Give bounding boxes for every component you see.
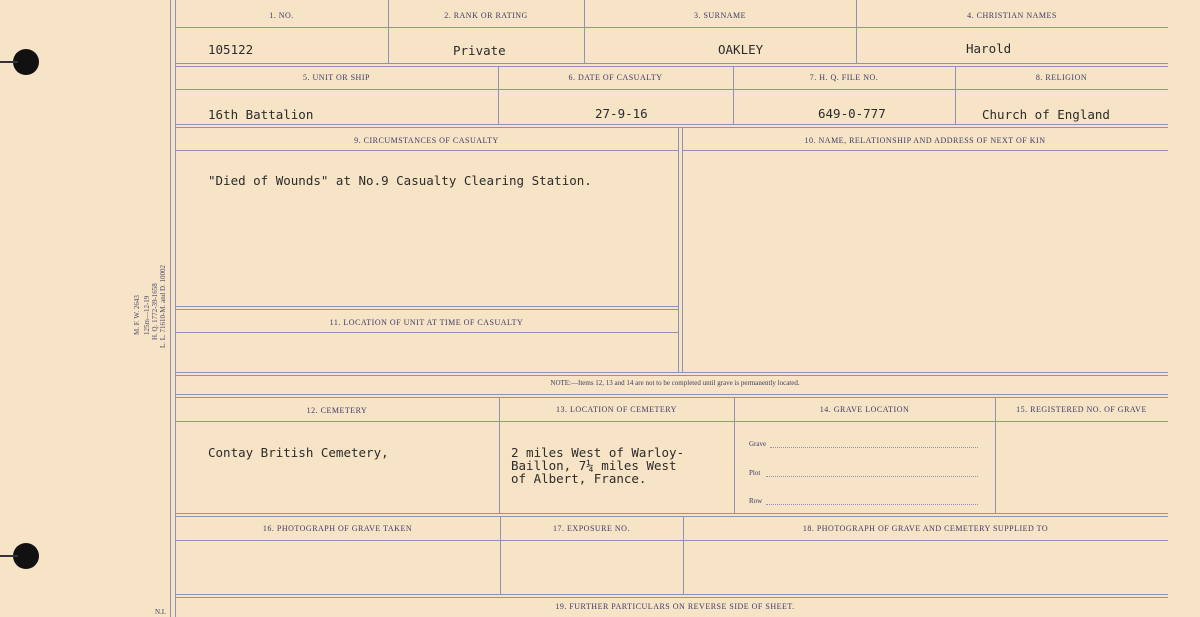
grave-field-dots <box>770 447 978 448</box>
row1-bottom-rule-2 <box>175 66 1168 67</box>
row4-div-3 <box>995 397 996 513</box>
value-christian-names: Harold <box>966 41 1012 56</box>
row1-div-3 <box>856 0 857 63</box>
label-registered-no: 15. REGISTERED NO. OF GRAVE <box>1016 405 1147 414</box>
label-next-of-kin: 10. NAME, RELATIONSHIP AND ADDRESS OF NEXT OF KIN <box>804 136 1046 145</box>
plot-field-label: Plot <box>749 469 761 477</box>
label-christian-names: 4. CHRISTIAN NAMES <box>967 11 1057 20</box>
value-unit: 16th Battalion <box>208 107 314 122</box>
label-rank: 2. RANK OR RATING <box>444 11 528 20</box>
row1-label-rule <box>175 27 1168 28</box>
value-date-casualty: 27-9-16 <box>595 106 648 121</box>
row3-bottom-rule <box>175 372 1168 373</box>
side-print-3: H. Q. 1772-39-1658 <box>151 283 159 340</box>
label-location-cemetery: 13. LOCATION OF CEMETERY <box>556 405 677 414</box>
row1-div-1 <box>388 0 389 63</box>
value-cemetery: Contay British Cemetery, <box>208 445 389 460</box>
value-location-line-3: of Albert, France. <box>511 471 647 486</box>
note-rule <box>175 394 1168 395</box>
circ-bottom-rule <box>175 306 678 307</box>
row2-bottom-rule-2 <box>175 127 1168 128</box>
value-hq-file: 649-0-777 <box>818 106 886 121</box>
footer-further-particulars: 19. FURTHER PARTICULARS ON REVERSE SIDE OF SHEET. <box>555 602 795 611</box>
row1-div-2 <box>584 0 585 63</box>
value-religion: Church of England <box>982 107 1110 122</box>
left-margin-rule <box>170 0 171 617</box>
row2-bottom-rule <box>175 124 1168 125</box>
value-circumstances: "Died of Wounds" at No.9 Casualty Clearing Station. <box>208 173 592 188</box>
label-hq-file: 7. H. Q. FILE NO. <box>809 73 879 82</box>
row-field-dots <box>766 504 978 505</box>
label-photo-supplied: 18. PHOTOGRAPH OF GRAVE AND CEMETERY SUPPLIED TO <box>802 524 1049 533</box>
label-circumstances: 9. CIRCUMSTANCES OF CASUALTY <box>354 136 499 145</box>
label-location-unit: 11. LOCATION OF UNIT AT TIME OF CASUALTY <box>329 318 524 327</box>
label-photo-taken: 16. PHOTOGRAPH OF GRAVE TAKEN <box>262 524 413 533</box>
label-grave-location: 14. GRAVE LOCATION <box>819 405 910 414</box>
loc-unit-label-rule <box>175 332 678 333</box>
side-print-2: 125m—12-19 <box>143 295 151 335</box>
label-unit: 5. UNIT OR SHIP <box>303 73 370 82</box>
row4-bottom-rule <box>175 513 1168 514</box>
label-exposure-no: 17. EXPOSURE NO. <box>553 524 630 533</box>
plot-field-dots <box>766 476 978 477</box>
value-surname: OAKLEY <box>718 42 764 57</box>
side-print-4: L. L. 71610-M. and D. 10002 <box>159 264 167 348</box>
hole-line-bottom <box>0 555 18 557</box>
circ-label-rule <box>175 150 678 151</box>
row3-div-1 <box>678 127 679 372</box>
value-location-line-2: Baillon, 7¼ miles West <box>511 458 677 473</box>
note-rule-2 <box>175 397 1168 398</box>
value-location-line-1: 2 miles West of Warloy- <box>511 445 685 460</box>
label-cemetery: 12. CEMETERY <box>306 406 368 415</box>
row4-div-1 <box>499 397 500 513</box>
label-surname: 3. SURNAME <box>693 11 747 20</box>
row1-bottom-rule <box>175 63 1168 64</box>
label-number: 1. NO. <box>269 11 294 20</box>
row2-label-rule <box>175 89 1168 90</box>
row4-bottom-rule-2 <box>175 516 1168 517</box>
row5-bottom-rule-2 <box>175 597 1168 598</box>
hole-line-top <box>0 61 18 63</box>
label-religion: 8. RELIGION <box>1035 73 1088 82</box>
row3-bottom-rule-2 <box>175 375 1168 376</box>
side-print-1: M. F. W. 2643 <box>133 295 141 335</box>
kin-label-rule <box>682 150 1168 151</box>
row3-div-1b <box>682 127 683 372</box>
note-text: NOTE:—Items 12, 13 and 14 are not to be completed until grave is permanently located. <box>550 379 800 387</box>
circ-bottom-rule-2 <box>175 309 678 310</box>
row4-label-rule <box>175 421 1168 422</box>
corner-mark: N.I. <box>155 608 166 616</box>
value-number: 105122 <box>208 42 254 57</box>
value-rank: Private <box>453 43 506 58</box>
row-field-label: Row <box>749 497 763 505</box>
row5-label-rule <box>175 540 1168 541</box>
grave-field-label: Grave <box>749 440 767 448</box>
label-date-casualty: 6. DATE OF CASUALTY <box>568 73 663 82</box>
row4-div-2 <box>734 397 735 513</box>
row5-bottom-rule <box>175 594 1168 595</box>
